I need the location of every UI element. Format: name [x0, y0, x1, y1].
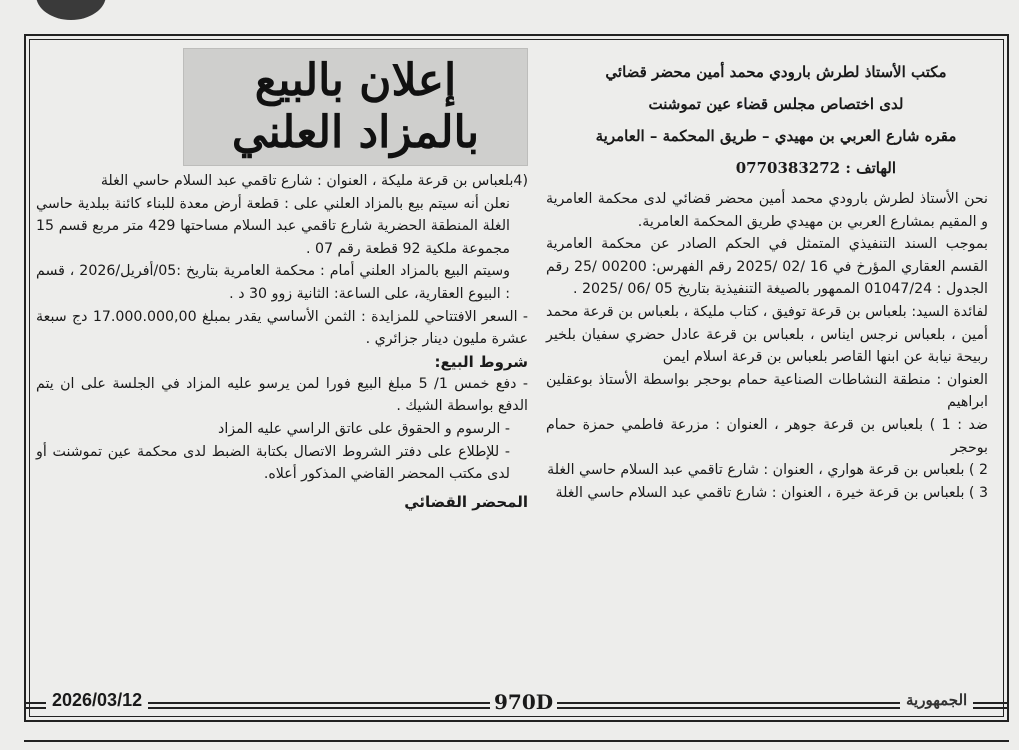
office-name: مكتب الأستاذ لطرش بارودي محمد أمين محضر قضائي: [605, 63, 947, 81]
paragraph-beneficiary-address: العنوان : منطقة النشاطات الصناعية حمام بوحجر بواسطة الأستاذ بوعقلين ابراهيم: [546, 371, 988, 411]
title-line-1: إعلان بالبيع: [254, 55, 457, 106]
conditions-title: شروط البيع:: [434, 352, 528, 371]
office-phone: [546, 152, 1006, 184]
announcement-frame: [24, 34, 1009, 722]
phone-label: الهاتف :: [845, 159, 896, 177]
paragraph-defendant-1: ضد : 1 ) بلعباس بن قرعة جوهر ، العنوان : مزرعة فاطمي حمزة حمام بوحجر: [546, 416, 988, 456]
paragraph-starting-price: - السعر الافتتاحي للمزايدة : الثمن الأساسي يقدر بمبلغ 17.000.000,00 دج سبعة عشرة مليون دينار جزائري .: [36, 308, 528, 348]
paragraph-beneficiaries: لفائدة السيد: بلعباس بن قرعة توفيق ، كتاب مليكة ، بلعباس بن قرعة محمد أمين ، بلعباس نرجس ايناس ، بلعباس بن قرعة عادل حضري سفيان بلخير ربيحة نيابة عن ابنها القاصر بلعباس بن قرعة اسلام ايمن: [546, 303, 988, 366]
newspaper-logo: الجمهورية: [900, 691, 973, 709]
announcement-title: [183, 48, 528, 166]
paragraph-judgment: بموجب السند التنفيذي المتمثل في الحكم الصادر عن محكمة العامرية القسم العقاري المؤرخ في 16 /02 /2025 رقم الفهرس: 00200 /25 رقم الجدول : 01047/24 الممهور بالصيغة التنفيذية بتاريخ 05 /06 /2025 .: [546, 236, 988, 298]
publication-date: 2026/03/12: [46, 690, 148, 711]
paragraph-defendant-3: 3 ) بلعباس بن قرعة خيرة ، العنوان : شارع تاقمي عبد السلام حاسي الغلة: [555, 484, 988, 501]
bailiff-signature: المحضر القضائي: [404, 492, 528, 511]
condition-item: - للإطلاع على دفتر الشروط الاتصال بكتابة الضبط لدى محكمة عين تموشنت أو لدى مكتب المحضر القاضي المذكور أعلاه.: [36, 443, 510, 483]
paragraph-auction-date: وسيتم البيع بالمزاد العلني أمام : محكمة العامرية بتاريخ :05/أفريل/2026 ، قسم : البيوع العقارية، على الساعة: الثانية زوو 30 د .: [36, 263, 510, 302]
left-column: [36, 48, 528, 698]
page-corner-ornament: [36, 0, 106, 20]
paragraph-property: نعلن أنه سيتم بيع بالمزاد العلني على : قطعة أرض معدة للبناء كائنة ببلدية حاسي الغلة المنطقة الحضرية شارع تاقمي عبد السلام مساحتها 429 متر مربع قسم 15 مجموعة ملكية 92 قطعة رقم 07 .: [36, 195, 511, 257]
office-address: مقره شارع العربي بن مهيدي – طريق المحكمة – العامرية: [595, 127, 957, 145]
announcement-code: 970D: [490, 690, 557, 714]
paragraph-defendant-2: 2 ) بلعباس بن قرعة هواري ، العنوان : شارع تاقمي عبد السلام حاسي الغلة: [547, 462, 988, 479]
condition-item: - الرسوم و الحقوق على عاتق الراسي عليه المزاد: [218, 420, 510, 437]
phone-number: 0770383272: [735, 159, 841, 177]
paragraph-defendant-4: (4بلعباس بن قرعة مليكة ، العنوان : شارع تاقمي عبد السلام حاسي الغلة: [100, 173, 528, 189]
next-announcement-border: [24, 740, 1009, 750]
left-body: [36, 170, 528, 514]
page-footer: [24, 690, 1009, 720]
title-line-2: بالمزاد العلني: [231, 107, 480, 158]
condition-item: - دفع خمس 1/ 5 مبلغ البيع فورا لمن يرسو عليه المزاد في الجلسة على ان يتم الدفع بواسطة الشيك .: [36, 375, 528, 415]
right-column: [546, 56, 1006, 696]
right-body: [546, 188, 1006, 504]
paragraph-intro: نحن الأستاذ لطرش بارودي محمد أمين محضر قضائي لدى محكمة العامرية و المقيم بمشارع العربي بن مهيدي طريق المحكمة العامرية.: [546, 191, 988, 230]
office-jurisdiction: لدى اختصاص مجلس قضاء عين تموشنت: [648, 95, 904, 113]
